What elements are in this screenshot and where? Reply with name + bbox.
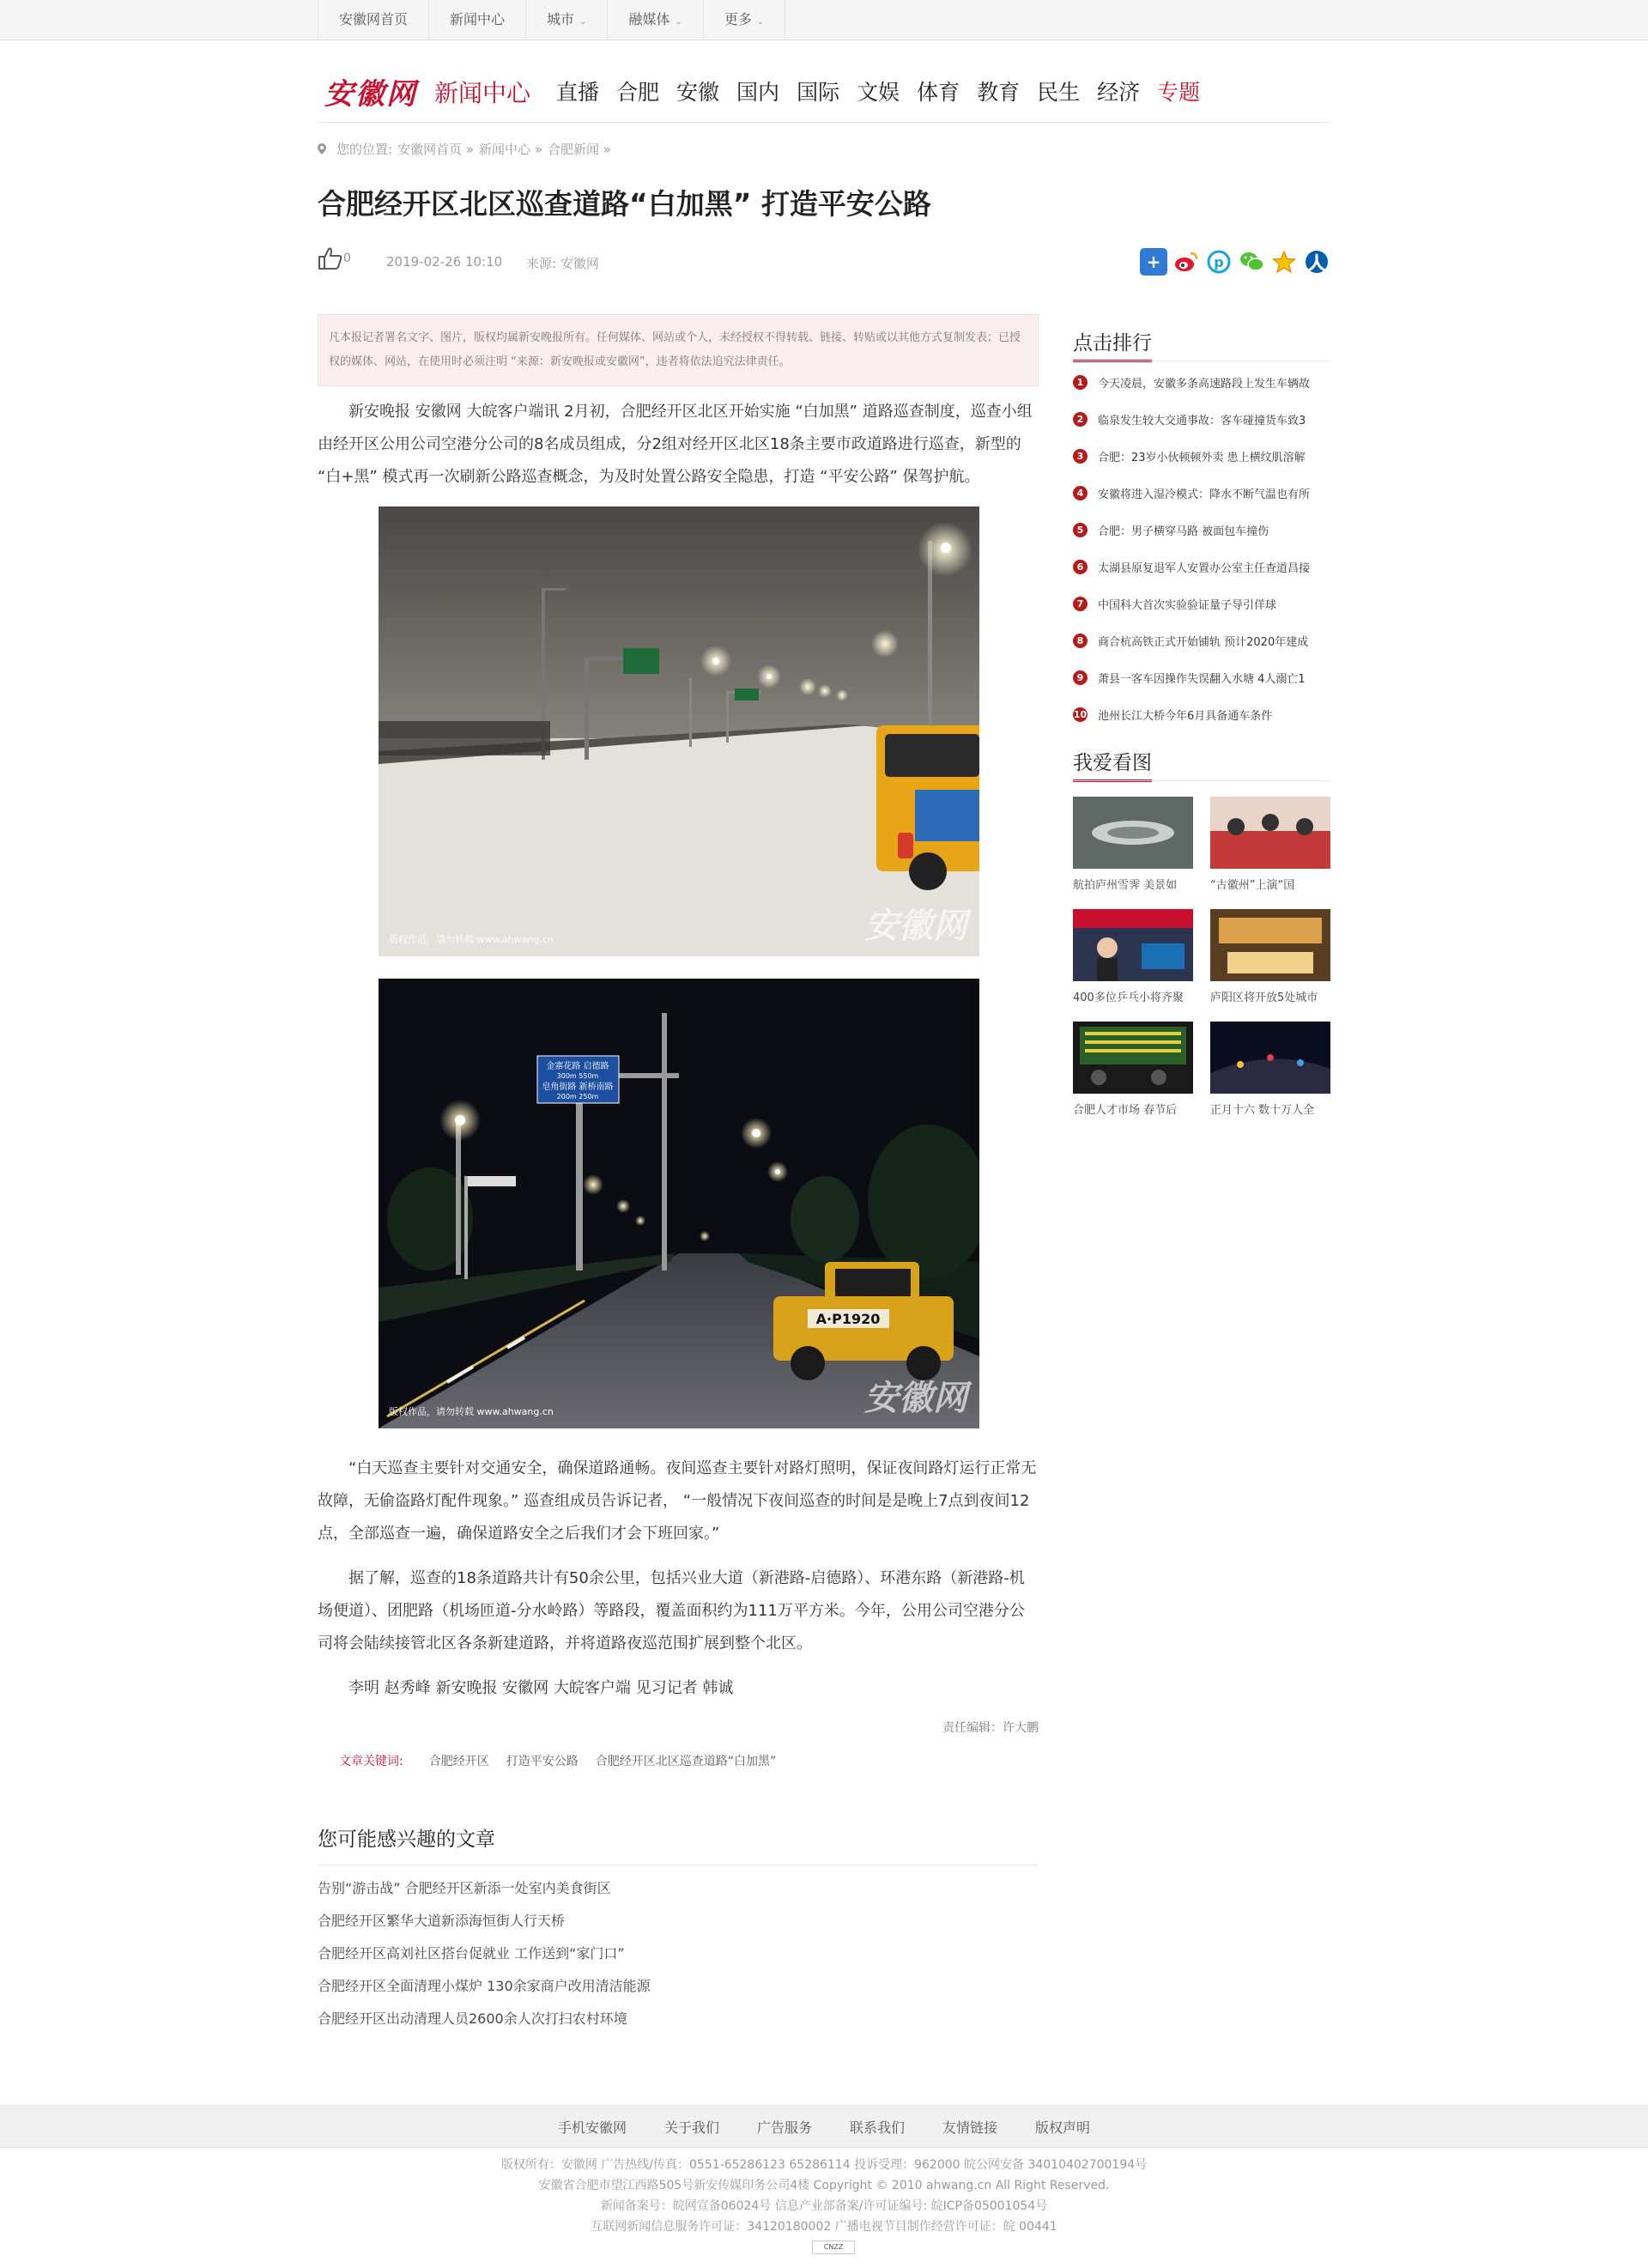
footer-link-copyright[interactable]: 版权声明 <box>1035 2119 1091 2136</box>
rank-link[interactable]: 临泉发生较大交通事故：客车碰撞货车致3 <box>1098 415 1306 428</box>
article-photo-night-road <box>379 979 979 1428</box>
rank-item <box>1073 438 1330 475</box>
pic-caption: 航拍庐州雪霁 美景如 <box>1073 879 1178 892</box>
license-plate-text: A·P1920 <box>815 1311 881 1327</box>
topnav-media[interactable] <box>608 0 703 39</box>
nav-special[interactable]: 专题 <box>1157 80 1201 105</box>
footer-links <box>0 2106 1648 2147</box>
pinterest-icon[interactable] <box>1205 248 1233 276</box>
thumbs-up-icon <box>318 246 343 270</box>
nav-live[interactable]: 直播 <box>556 80 600 105</box>
rank-number: 3 <box>1073 449 1088 464</box>
related-link[interactable]: 告别“游击战” 合肥经开区新添一处室内美食街区 <box>318 1880 611 1896</box>
topnav-city[interactable] <box>526 0 608 39</box>
footer-copy-line: 新闻备案号：皖网宣备06024号 信息产业部备案/许可证编号: 皖ICP备05001054号 <box>600 2199 1048 2213</box>
rank-item <box>1073 622 1330 659</box>
rank-link[interactable]: 今天凌晨，安徽多条高速路段上发生车辆故 <box>1098 378 1311 391</box>
rank-link[interactable]: 萧县一客车因操作失误翻入水塘 4人溺亡1 <box>1098 673 1306 686</box>
related-link[interactable]: 合肥经开区繁华大道新添海恒街人行天桥 <box>318 1913 566 1929</box>
copyright-notice: 凡本报记者署名文字、图片，版权均属新安晚报所有。任何媒体、网站或个人，未经授权不得转载、链接、转贴或以其他方式复制发表；已授权的媒体、网站，在使用时必须注明 “来源：新安晚报或安徽网”，违者将依法追究法律责任。 <box>318 314 1039 386</box>
section-title[interactable]: 新闻中心 <box>434 79 531 107</box>
footer-link-contact[interactable]: 联系我们 <box>850 2119 906 2136</box>
rank-number: 8 <box>1073 634 1088 648</box>
topnav-home[interactable] <box>318 0 429 39</box>
nav-international[interactable]: 国际 <box>797 80 840 105</box>
related-link[interactable]: 合肥经开区高刘社区搭台促就业 工作送到“家门口” <box>318 1945 625 1962</box>
road-sign-line4: 200m 250m <box>556 1093 599 1101</box>
rank-number: 9 <box>1073 670 1088 685</box>
article-paragraph: 新安晚报 安徽网 大皖客户端讯 2月初，合肥经开区北区开始实施 “白加黑” 道路巡查制度，巡查小组由经开区公用公司空港分公司的8名成员组成，分2组对经开区北区18条主要市政道路进行巡查，新型的 “白+黑” 模式再一次刷新公路巡查概念，为及时处置公路安全隐患，打造 “平安公路” 保驾护航。 <box>318 403 1033 486</box>
share-bar <box>1140 248 1330 276</box>
rank-number: 6 <box>1073 560 1088 574</box>
rank-item <box>1073 475 1330 512</box>
topnav-more[interactable] <box>704 0 785 39</box>
related-item <box>318 1909 651 1942</box>
article-meta <box>318 245 1330 279</box>
topnav-home-label: 安徽网首页 <box>339 11 409 27</box>
breadcrumb-hefei[interactable]: 合肥新闻 » <box>547 142 611 157</box>
rank-link[interactable]: 商合杭高铁正式开始铺轨 预计2020年建成 <box>1098 636 1309 649</box>
keyword-link[interactable]: 合肥经开区 <box>428 1755 489 1768</box>
topnav-media-label: 融媒体 <box>628 11 670 27</box>
nav-sports[interactable]: 体育 <box>917 80 960 105</box>
location-pin-icon <box>318 143 326 155</box>
footer-link-friends[interactable]: 友情链接 <box>942 2119 998 2136</box>
photo-caption: 版权作品，请勿转载 www.ahwang.cn <box>389 934 554 945</box>
chevron-down-icon: ⌄ <box>579 17 587 27</box>
related-item <box>318 1942 651 1974</box>
weibo-icon[interactable] <box>1172 248 1200 276</box>
pic-item[interactable] <box>1210 909 1330 1004</box>
footer-link-mobile[interactable]: 手机安徽网 <box>557 2119 627 2136</box>
pic-caption: 正月十六 数十万人全 <box>1210 1104 1315 1117</box>
footer-copyright <box>0 2155 1648 2237</box>
chevron-down-icon: ⌄ <box>675 17 682 27</box>
footer-copy-line: 互联网新闻信息服务许可证：34120180002 广播电视节目制作经营许可证：皖 00441 <box>591 2220 1057 2234</box>
footer-links-bar <box>0 2105 1648 2148</box>
nav-hefei[interactable]: 合肥 <box>616 80 660 105</box>
rank-link[interactable]: 合肥：23岁小伙顿顿外卖 患上横纹肌溶解 <box>1098 452 1306 464</box>
nav-anhui[interactable]: 安徽 <box>676 80 720 105</box>
article-reporters: 李明 赵秀峰 新安晚报 安徽网 大皖客户端 见习记者 韩诚 <box>348 1679 734 1697</box>
rank-item <box>1073 401 1330 438</box>
wechat-icon[interactable] <box>1238 248 1265 276</box>
related-link[interactable]: 合肥经开区全面清理小煤炉 130余家商户改用清洁能源 <box>318 1978 651 1994</box>
share-plus-icon[interactable]: + <box>1140 248 1167 276</box>
footer-link-ads[interactable]: 广告服务 <box>756 2119 812 2136</box>
nav-entertainment[interactable]: 文娱 <box>857 80 900 105</box>
rank-item <box>1073 512 1330 549</box>
breadcrumb-news[interactable]: 新闻中心 » <box>479 142 542 157</box>
rank-link[interactable]: 合肥：男子横穿马路 被面包车撞伤 <box>1098 525 1269 538</box>
like-count: 0 <box>343 252 351 265</box>
rank-link[interactable]: 安徽将进入湿冷模式：降水不断气温也有所 <box>1098 488 1311 501</box>
rank-item <box>1073 585 1330 622</box>
related-list <box>318 1877 651 2040</box>
article-paragraph: 据了解，巡查的18条道路共计有50余公里，包括兴业大道（新港路-启德路）、环港东路（新港路-机场便道）、团肥路（机场匝道-分水岭路）等路段，覆盖面积约为111万平方米。今年，公用公司空港分公司将会陆续接管北区各条新建道路，并将道路夜巡范围扩展到整个北区。 <box>318 1569 1025 1652</box>
topnav-news-label: 新闻中心 <box>450 11 506 27</box>
nav-economy[interactable]: 经济 <box>1097 80 1141 105</box>
renren-icon[interactable] <box>1303 248 1330 276</box>
nav-livelihood[interactable]: 民生 <box>1037 80 1081 105</box>
article-paragraph: “白天巡查主要针对交通安全，确保道路通畅。夜间巡查主要针对路灯照明，保证夜间路灯运行正常无故障，无偷盗路灯配件现象。” 巡查组成员告诉记者， “一般情况下夜间巡查的时间是是晚上7点到夜间12点，全部巡查一遍，确保道路安全之后我们才会下班回家。” <box>318 1459 1037 1543</box>
like-button[interactable] <box>318 246 351 270</box>
breadcrumb-home[interactable]: 安徽网首页 » <box>397 142 475 157</box>
road-sign-line2: 300m 550m <box>556 1072 599 1080</box>
pic-thumbnail <box>1073 797 1193 869</box>
pic-caption: 合肥人才市场 春节后 <box>1073 1104 1178 1117</box>
chevron-down-icon: ⌄ <box>756 17 765 27</box>
pic-caption: 400多位乒乓小将齐聚 <box>1073 991 1184 1004</box>
rank-number: 7 <box>1073 597 1088 611</box>
photo-caption: 版权作品，请勿转载 www.ahwang.cn <box>389 1406 554 1417</box>
pic-thumbnail <box>1210 797 1330 869</box>
pic-thumbnail <box>1210 1022 1330 1094</box>
pic-thumbnail <box>1073 909 1193 981</box>
svg-text:p: p <box>1214 254 1224 270</box>
pic-item[interactable] <box>1073 1022 1193 1117</box>
topnav-city-label: 城市 <box>547 11 575 27</box>
pic-item[interactable] <box>1210 1022 1330 1117</box>
road-sign-line3: 皂角街路 新桥南路 <box>542 1082 614 1092</box>
breadcrumb <box>318 140 616 158</box>
keywords-label: 文章关键词: <box>339 1755 403 1768</box>
rank-item <box>1073 549 1330 585</box>
rank-number: 4 <box>1073 486 1088 500</box>
pics-title <box>1073 747 1152 775</box>
topnav-more-label: 更多 <box>724 11 752 27</box>
keyword-link[interactable]: 打造平安公路 <box>506 1755 579 1768</box>
rank-number: 1 <box>1073 375 1088 390</box>
site-header <box>318 60 1330 123</box>
topnav-news[interactable] <box>429 0 526 39</box>
top-bar <box>0 0 1648 40</box>
rank-item <box>1073 659 1330 696</box>
pics-title-text: 我爱看图 <box>1073 752 1152 774</box>
rank-number: 10 <box>1073 709 1088 720</box>
related-item <box>318 2007 651 2040</box>
related-link[interactable]: 合肥经开区出动清理人员2600余人次打扫农村环境 <box>318 2010 627 2027</box>
photo-watermark: 安徽网 <box>864 906 967 946</box>
article-keywords <box>339 1752 793 1769</box>
pic-thumbnail <box>1210 909 1330 981</box>
footer-link-about[interactable]: 关于我们 <box>663 2119 719 2136</box>
keyword-link[interactable]: 合肥经开区北区巡查道路“白加黑” <box>595 1755 777 1768</box>
pic-caption: 庐阳区将开放5处城市 <box>1210 991 1318 1004</box>
article-photo-snow-road <box>379 506 979 956</box>
article-source: 来源: 安徽网 <box>526 256 599 271</box>
rank-title-text: 点击排行 <box>1073 332 1152 355</box>
related-item <box>318 1877 651 1909</box>
pic-item[interactable] <box>1073 909 1193 1004</box>
rank-link[interactable]: 池州长江大桥今年6月具备通车条件 <box>1098 710 1273 723</box>
article-title: 合肥经开区北区巡查道路“白加黑” 打造平安公路 <box>318 187 931 221</box>
responsible-editor: 责任编辑：许大鹏 <box>942 1721 1039 1735</box>
site-logo[interactable]: 安徽网 <box>324 77 417 112</box>
pic-thumbnail <box>1073 1022 1193 1094</box>
related-item <box>318 1974 651 2007</box>
pic-item[interactable] <box>1073 797 1193 892</box>
rank-link[interactable]: 太湖县原复退军人安置办公室主任查道昌接 <box>1098 562 1311 575</box>
publish-date: 2019-02-26 10:10 <box>386 254 503 270</box>
footer-copy-line: 安徽省合肥市望江西路505号新安传媒印务公司4楼 Copyright © 2010 ahwang.cn All Right Reserved. <box>538 2179 1110 2192</box>
rank-item <box>1073 696 1330 733</box>
rank-link[interactable]: 中国科大首次实验验证量子导引佯球 <box>1098 599 1277 612</box>
main-nav <box>556 76 1217 106</box>
rank-title <box>1073 327 1152 355</box>
nav-domestic[interactable]: 国内 <box>736 80 780 105</box>
nav-education[interactable]: 教育 <box>977 80 1021 105</box>
pics-grid <box>1073 797 1330 1117</box>
cnzz-badge[interactable]: CNZZ <box>812 2241 855 2254</box>
rank-number: 5 <box>1073 523 1088 537</box>
footer-copy-line: 版权所有：安徽网 广告热线/传真：0551-65286123 65286114 投诉受理：962000 皖公网安备 34010402700194号 <box>500 2158 1148 2172</box>
qzone-star-icon[interactable] <box>1270 248 1298 276</box>
pic-caption: “古徽州”上演“国 <box>1210 879 1295 892</box>
top-nav <box>318 0 785 39</box>
rank-item <box>1073 364 1330 401</box>
pic-item[interactable] <box>1210 797 1330 892</box>
related-title: 您可能感兴趣的文章 <box>318 1828 495 1851</box>
photo-watermark: 安徽网 <box>864 1378 967 1418</box>
rank-number: 2 <box>1073 412 1088 427</box>
rank-list <box>1073 364 1330 733</box>
divider <box>1073 780 1330 781</box>
road-sign-line1: 金寨花路 启德路 <box>546 1062 609 1071</box>
breadcrumb-prefix: 您的位置: <box>336 142 393 157</box>
